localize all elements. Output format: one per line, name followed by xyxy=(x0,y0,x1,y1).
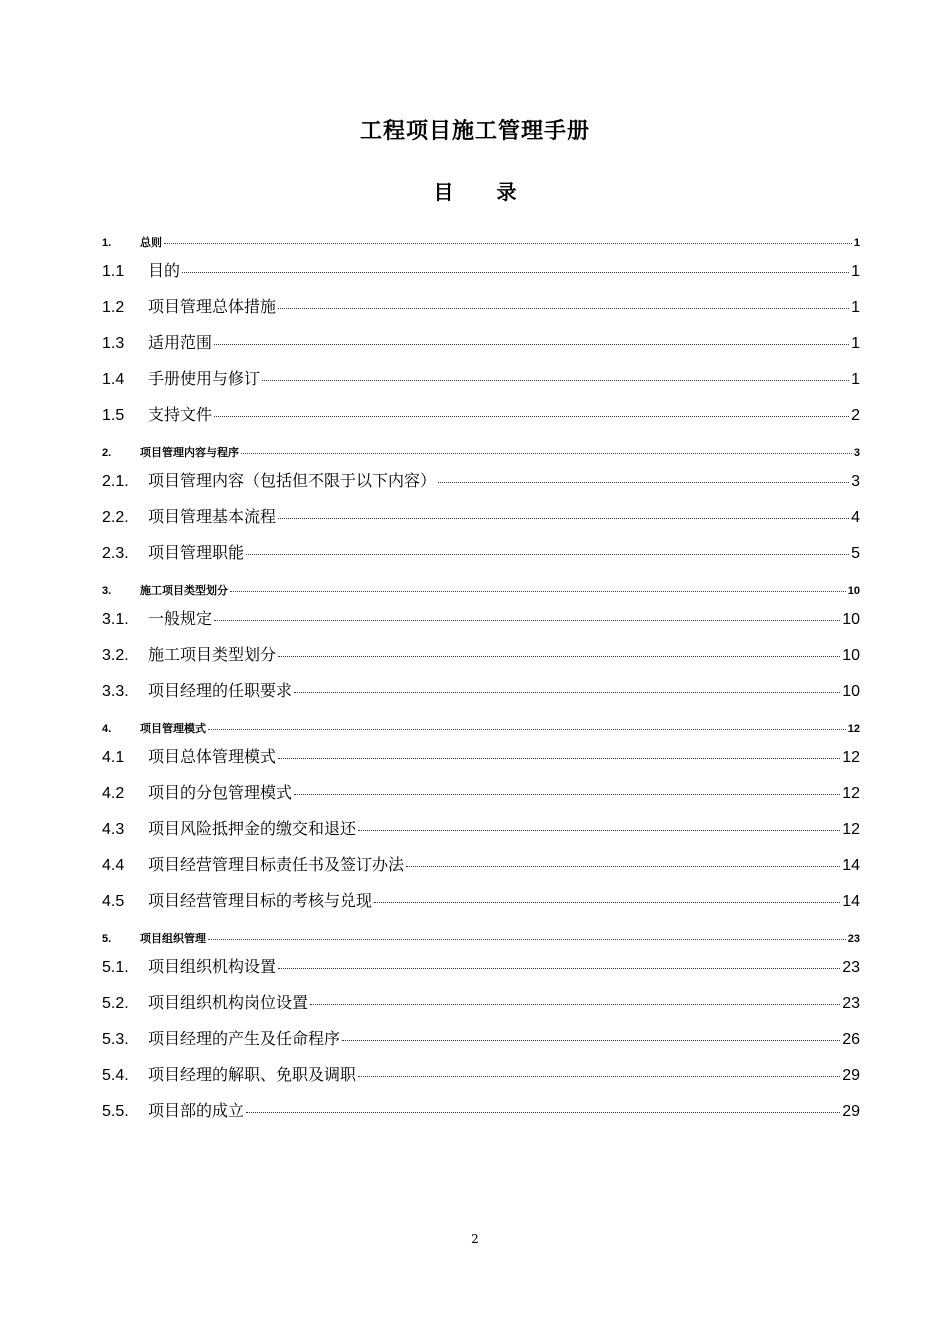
toc-entry-page: 3 xyxy=(853,447,860,459)
toc-dot-leader xyxy=(164,243,852,244)
toc-entry-page: 1 xyxy=(853,237,860,249)
toc-dot-leader xyxy=(246,1112,840,1113)
toc-section-entry[interactable] xyxy=(102,1098,860,1134)
toc-entry-title: 适用范围 xyxy=(148,333,213,352)
toc-entry-number: 1.1 xyxy=(102,263,125,280)
toc-entry-page: 4 xyxy=(851,509,860,526)
toc-entry-number: 2.3. xyxy=(102,545,129,562)
toc-section-entry[interactable] xyxy=(102,780,860,816)
toc-entry-number: 2.2. xyxy=(102,509,129,526)
toc-section-entry[interactable] xyxy=(102,852,860,888)
toc-entry-page: 26 xyxy=(842,1031,860,1048)
toc-section-entry[interactable] xyxy=(102,366,860,402)
toc-entry-page: 1 xyxy=(851,335,860,352)
toc-section-entry[interactable] xyxy=(102,606,860,642)
toc-section-entry[interactable] xyxy=(102,990,860,1026)
page-number: 2 xyxy=(471,1232,479,1246)
toc-section-entry[interactable] xyxy=(102,744,860,780)
toc-entry-page: 23 xyxy=(842,995,860,1012)
toc-entry-title: 项目经理的任职要求 xyxy=(148,681,293,700)
toc-dot-leader xyxy=(278,308,849,309)
toc-entry-number: 4.2 xyxy=(102,785,125,802)
toc-dot-leader xyxy=(241,453,852,454)
toc-entry-title: 项目管理职能 xyxy=(148,543,245,562)
toc-entry-page: 1 xyxy=(851,371,860,388)
toc-entry-number: 4.5 xyxy=(102,893,125,910)
toc-chapter-entry[interactable] xyxy=(102,234,860,258)
toc-entry-page: 3 xyxy=(851,473,860,490)
toc-entry-number: 4. xyxy=(102,723,112,735)
toc-dot-leader xyxy=(406,866,840,867)
toc-entry-number: 3. xyxy=(102,585,112,597)
toc-entry-number: 2. xyxy=(102,447,112,459)
toc-section-entry[interactable] xyxy=(102,468,860,504)
toc-dot-leader xyxy=(214,416,849,417)
toc-entry-number: 3.3. xyxy=(102,683,129,700)
toc-dot-leader xyxy=(246,554,849,555)
toc-dot-leader xyxy=(208,729,846,730)
toc-entry-title: 项目管理内容（包括但不限于以下内容） xyxy=(148,471,437,490)
toc-entry-title: 项目经理的解职、免职及调职 xyxy=(148,1065,357,1084)
toc-entry-title: 项目风险抵押金的缴交和退还 xyxy=(148,819,357,838)
toc-section-entry[interactable] xyxy=(102,642,860,678)
toc-entry-page: 12 xyxy=(842,785,860,802)
toc-entry-title: 项目组织机构设置 xyxy=(148,957,277,976)
toc-dot-leader xyxy=(278,656,840,657)
toc-chapter-entry[interactable] xyxy=(102,930,860,954)
toc-entry-number: 1. xyxy=(102,237,112,249)
toc-entry-title: 项目管理总体措施 xyxy=(148,297,277,316)
toc-section-entry[interactable] xyxy=(102,504,860,540)
toc-entry-page: 29 xyxy=(842,1103,860,1120)
toc-entry-title: 总则 xyxy=(140,236,162,249)
toc-entry-page: 10 xyxy=(842,611,860,628)
toc-entry-page: 23 xyxy=(842,959,860,976)
toc-entry-page: 1 xyxy=(851,263,860,280)
toc-entry-number: 1.3 xyxy=(102,335,125,352)
toc-entry-title: 项目总体管理模式 xyxy=(148,747,277,766)
toc-dot-leader xyxy=(182,272,849,273)
toc-section-entry[interactable] xyxy=(102,1062,860,1098)
toc-dot-leader xyxy=(374,902,840,903)
toc-entry-title: 项目经营管理目标的考核与兑现 xyxy=(148,891,373,910)
toc-entry-title: 项目组织管理 xyxy=(140,932,206,945)
toc-chapter-entry[interactable] xyxy=(102,444,860,468)
toc-dot-leader xyxy=(294,794,840,795)
toc-entry-page: 10 xyxy=(842,647,860,664)
toc-entry-title: 施工项目类型划分 xyxy=(148,645,277,664)
toc-dot-leader xyxy=(278,518,849,519)
toc-entry-number: 3.1. xyxy=(102,611,129,628)
toc-section-entry[interactable] xyxy=(102,954,860,990)
toc-entry-title: 项目管理模式 xyxy=(140,722,206,735)
toc-entry-title: 支持文件 xyxy=(148,405,213,424)
toc-entry-page: 29 xyxy=(842,1067,860,1084)
toc-entry-page: 12 xyxy=(847,723,860,735)
toc-entry-number: 5.3. xyxy=(102,1031,129,1048)
toc-entry-title: 项目经理的产生及任命程序 xyxy=(148,1029,341,1048)
toc-entry-title: 施工项目类型划分 xyxy=(140,584,228,597)
toc-dot-leader xyxy=(278,968,840,969)
toc-section-entry[interactable] xyxy=(102,294,860,330)
toc-entry-title: 项目的分包管理模式 xyxy=(148,783,293,802)
toc-entry-title: 项目管理内容与程序 xyxy=(140,446,239,459)
toc-dot-leader xyxy=(358,1076,840,1077)
toc-dot-leader xyxy=(294,692,840,693)
toc-entry-number: 1.5 xyxy=(102,407,125,424)
toc-dot-leader xyxy=(230,591,846,592)
toc-section-entry[interactable] xyxy=(102,402,860,438)
toc-entry-page: 14 xyxy=(842,893,860,910)
toc-entry-number: 5.1. xyxy=(102,959,129,976)
toc-entry-page: 23 xyxy=(847,933,860,945)
toc-entry-page: 10 xyxy=(842,683,860,700)
toc-section-entry[interactable] xyxy=(102,816,860,852)
toc-entry-title: 项目管理基本流程 xyxy=(148,507,277,526)
toc-dot-leader xyxy=(278,758,840,759)
toc-section-entry[interactable] xyxy=(102,888,860,924)
toc-entry-number: 4.3 xyxy=(102,821,125,838)
toc-entry-page: 10 xyxy=(847,585,860,597)
toc-dot-leader xyxy=(358,830,840,831)
toc-section-entry[interactable] xyxy=(102,258,860,294)
toc-entry-page: 2 xyxy=(851,407,860,424)
toc-dot-leader xyxy=(342,1040,840,1041)
toc-entry-number: 3.2. xyxy=(102,647,129,664)
toc-entry-number: 5. xyxy=(102,933,112,945)
toc-section-entry[interactable] xyxy=(102,540,860,576)
toc-entry-page: 12 xyxy=(842,821,860,838)
toc-entry-number: 4.1 xyxy=(102,749,125,766)
toc-entry-number: 5.5. xyxy=(102,1103,129,1120)
toc-entry-number: 5.4. xyxy=(102,1067,129,1084)
document-title: 工程项目施工管理手册 xyxy=(359,118,590,144)
toc-dot-leader xyxy=(310,1004,840,1005)
toc-section-entry[interactable] xyxy=(102,330,860,366)
toc-dot-leader xyxy=(262,380,849,381)
toc-entry-number: 1.2 xyxy=(102,299,125,316)
toc-entry-title: 项目经营管理目标责任书及签订办法 xyxy=(148,855,405,874)
toc-entry-page: 5 xyxy=(851,545,860,562)
toc-dot-leader xyxy=(438,482,849,483)
toc-entry-page: 12 xyxy=(842,749,860,766)
toc-chapter-entry[interactable] xyxy=(102,582,860,606)
toc-dot-leader xyxy=(214,620,840,621)
toc-dot-leader xyxy=(214,344,849,345)
toc-entry-title: 项目部的成立 xyxy=(148,1101,245,1120)
toc-heading: 目 录 xyxy=(433,180,517,204)
toc-entry-title: 一般规定 xyxy=(148,609,213,628)
toc-entry-number: 1.4 xyxy=(102,371,125,388)
toc-entry-number: 5.2. xyxy=(102,995,129,1012)
toc-entry-number: 4.4 xyxy=(102,857,125,874)
toc-entry-title: 目的 xyxy=(148,261,181,280)
toc-entry-title: 项目组织机构岗位设置 xyxy=(148,993,309,1012)
toc-section-entry[interactable] xyxy=(102,678,860,714)
toc-dot-leader xyxy=(208,939,846,940)
toc-section-entry[interactable] xyxy=(102,1026,860,1062)
table-of-contents xyxy=(102,226,860,1134)
toc-entry-title: 手册使用与修订 xyxy=(148,369,261,388)
toc-chapter-entry[interactable] xyxy=(102,720,860,744)
toc-entry-page: 14 xyxy=(842,857,860,874)
toc-entry-page: 1 xyxy=(851,299,860,316)
toc-entry-number: 2.1. xyxy=(102,473,129,490)
